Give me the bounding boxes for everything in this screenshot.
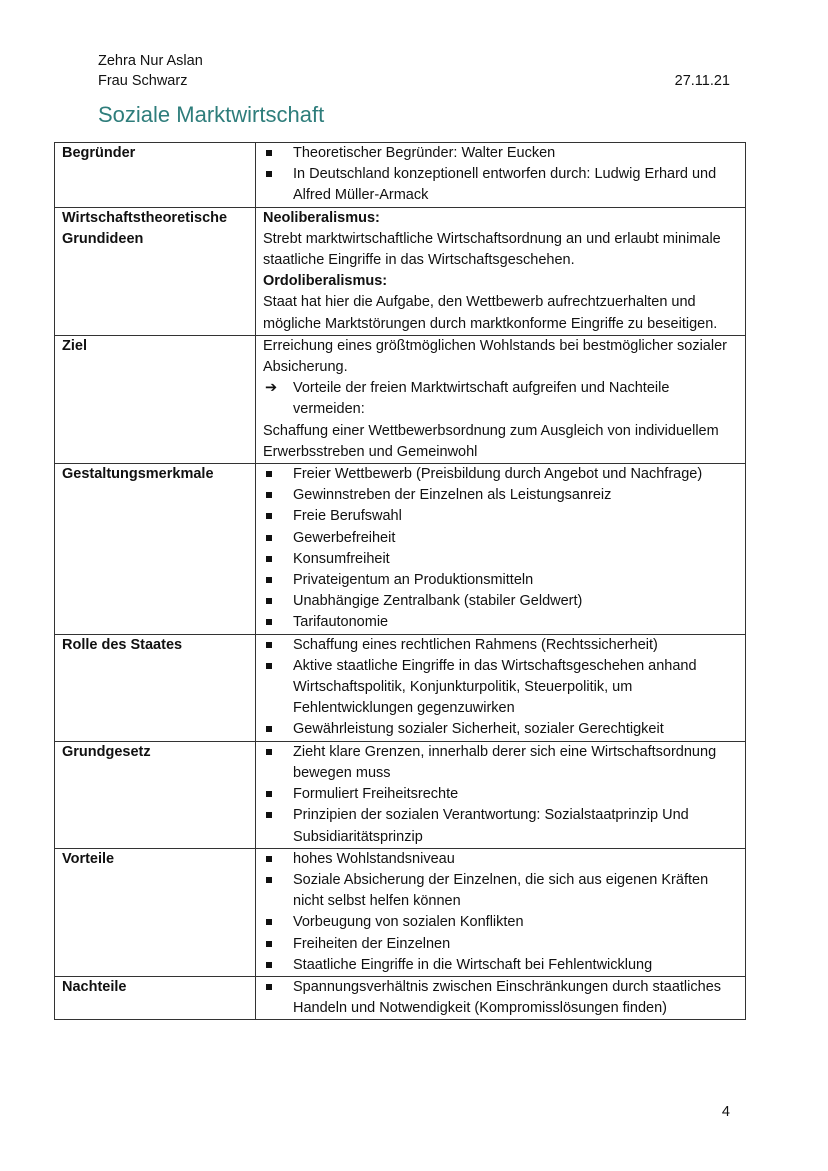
list-item: Freier Wettbewerb (Preisbildung durch Angebot und Nachfrage) xyxy=(263,464,739,485)
table-row xyxy=(55,143,746,208)
row-label: Gestaltungsmerkmale xyxy=(55,464,256,635)
row-content xyxy=(256,143,746,208)
document-date: 27.11.21 xyxy=(674,73,730,89)
list-item: Aktive staatliche Eingriffe in das Wirtschaftsgeschehen anhand Wirtschaftspolitik, Konjunkturpolitik, Steuerpolitik, um Fehlentwicklungen gegenzuwirken xyxy=(263,656,739,720)
subheading-ordoliberalismus: Ordoliberalismus: xyxy=(263,273,388,290)
bullet-list xyxy=(263,977,739,1019)
teacher-name: Frau Schwarz xyxy=(98,73,188,89)
row-label: Nachteile xyxy=(55,976,256,1019)
document-header xyxy=(98,51,203,91)
table-row xyxy=(55,976,746,1019)
paragraph: Erreichung eines größtmöglichen Wohlstands bei bestmöglicher sozialer Absicherung. xyxy=(263,337,727,376)
arrow-item xyxy=(263,378,739,420)
table-row xyxy=(55,634,746,741)
list-item: In Deutschland konzeptionell entworfen durch: Ludwig Erhard und Alfred Müller-Armack xyxy=(263,164,739,206)
overview-table xyxy=(54,142,746,1020)
list-item: Prinzipien der sozialen Verantwortung: Sozialstaatprinzip Und Subsidiaritätsprinzip xyxy=(263,805,739,847)
subheading-neoliberalismus: Neoliberalismus: xyxy=(263,209,380,226)
row-label: Grundgesetz xyxy=(55,741,256,848)
list-item: Staatliche Eingriffe in die Wirtschaft bei Fehlentwicklung xyxy=(263,955,739,976)
row-content xyxy=(256,335,746,463)
table-row xyxy=(55,335,746,463)
list-item: Unabhängige Zentralbank (stabiler Geldwert) xyxy=(263,591,739,612)
arrow-right-icon: ➔ xyxy=(265,380,278,397)
list-item: Spannungsverhältnis zwischen Einschränkungen durch staatliches Handeln und Notwendigkeit (Kompromisslösungen finden) xyxy=(263,977,739,1019)
row-content xyxy=(256,634,746,741)
bullet-list xyxy=(263,849,739,976)
list-item: Vorbeugung von sozialen Konflikten xyxy=(263,912,739,933)
bullet-list xyxy=(263,635,739,741)
bullet-list xyxy=(263,742,739,848)
page-title: Soziale Marktwirtschaft xyxy=(98,102,325,127)
list-item: Gewerbefreiheit xyxy=(263,528,739,549)
row-label-line: Wirtschaftstheoretische xyxy=(62,209,228,226)
list-item: Soziale Absicherung der Einzelnen, die sich aus eigenen Kräften nicht selbst helfen können xyxy=(263,870,739,912)
table-row xyxy=(55,207,746,335)
author-name: Zehra Nur Aslan xyxy=(98,53,203,69)
row-content xyxy=(256,848,746,976)
table-row xyxy=(55,741,746,848)
row-label: Begründer xyxy=(55,143,256,208)
list-item: Tarifautonomie xyxy=(263,612,739,633)
page-number: 4 xyxy=(721,1104,730,1120)
row-label: Ziel xyxy=(55,335,256,463)
row-content xyxy=(256,976,746,1019)
list-item: Freiheiten der Einzelnen xyxy=(263,934,739,955)
row-label: Rolle des Staates xyxy=(55,634,256,741)
row-content xyxy=(256,207,746,335)
list-item: Gewährleistung sozialer Sicherheit, sozialer Gerechtigkeit xyxy=(263,719,739,740)
bullet-list xyxy=(263,143,739,207)
paragraph: Schaffung einer Wettbewerbsordnung zum Ausgleich von individuellem Erwerbsstreben und Gemeinwohl xyxy=(263,422,719,460)
bullet-list xyxy=(263,464,739,634)
list-item: Freie Berufswahl xyxy=(263,506,739,527)
row-label xyxy=(55,207,256,335)
row-label-line: Grundideen xyxy=(62,230,144,247)
list-item: Zieht klare Grenzen, innerhalb derer sich eine Wirtschaftsordnung bewegen muss xyxy=(263,742,739,784)
row-content xyxy=(256,741,746,848)
list-item: hohes Wohlstandsniveau xyxy=(263,849,739,870)
table-row xyxy=(55,464,746,635)
list-item: Gewinnstreben der Einzelnen als Leistungsanreiz xyxy=(263,485,739,506)
arrow-item-text: Vorteile der freien Marktwirtschaft aufgreifen und Nachteile vermeiden: xyxy=(293,380,670,418)
list-item: Konsumfreiheit xyxy=(263,549,739,570)
paragraph: Strebt marktwirtschaftliche Wirtschaftsordnung an und erlaubt minimale staatliche Eingriffe in das Wirtschaftsgeschehen. xyxy=(263,230,721,269)
list-item: Schaffung eines rechtlichen Rahmens (Rechtssicherheit) xyxy=(263,635,739,656)
table-row xyxy=(55,848,746,976)
row-label: Vorteile xyxy=(55,848,256,976)
list-item: Privateigentum an Produktionsmitteln xyxy=(263,570,739,591)
list-item: Formuliert Freiheitsrechte xyxy=(263,784,739,805)
paragraph: Staat hat hier die Aufgabe, den Wettbewerb aufrechtzuerhalten und mögliche Marktstörungen durch marktkonforme Eingriffe zu beseitigen. xyxy=(263,294,718,332)
list-item: Theoretischer Begründer: Walter Eucken xyxy=(263,143,739,164)
row-content xyxy=(256,464,746,635)
